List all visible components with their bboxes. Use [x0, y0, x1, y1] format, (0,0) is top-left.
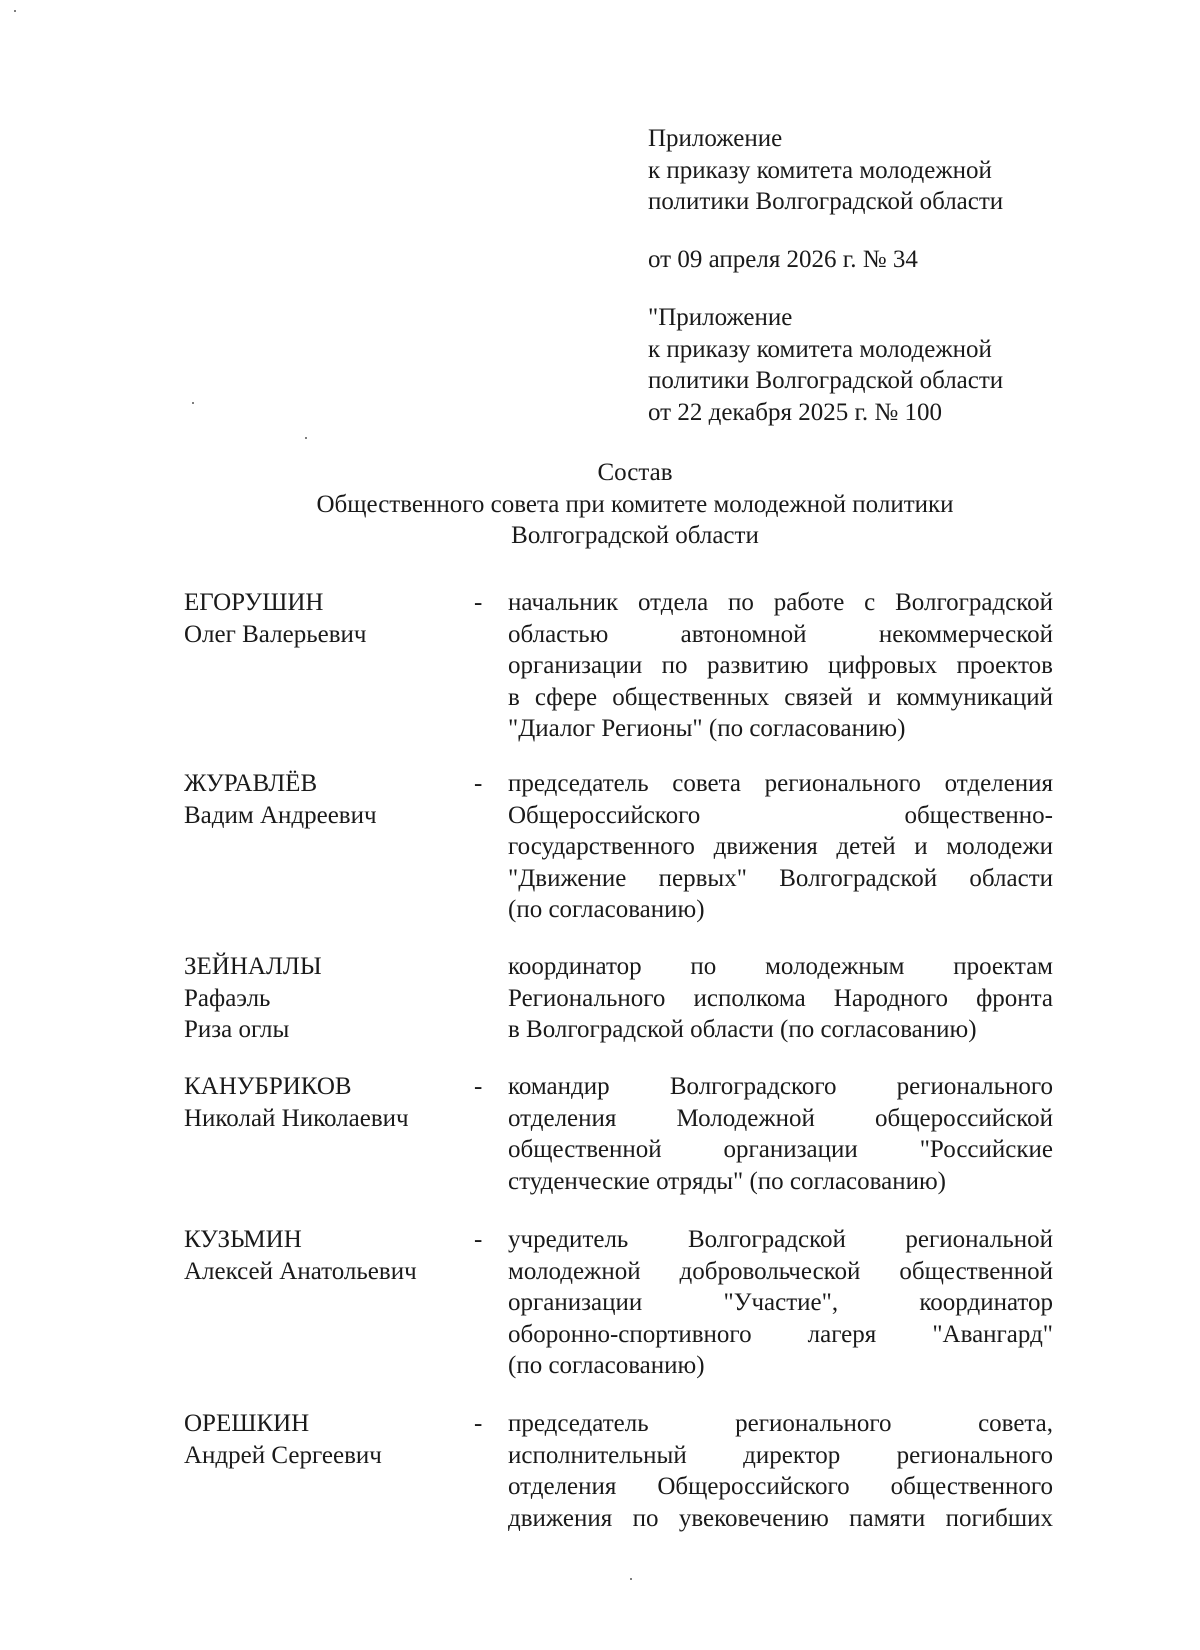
- description-line: исполнительный директор регионального: [508, 1441, 1053, 1469]
- member-given-name: Алексей Анатольевич: [184, 1257, 417, 1285]
- member-dash: -: [474, 770, 483, 797]
- member-patronymic: Риза оглы: [184, 1016, 290, 1043]
- description-line: молодежной добровольческой общественной: [508, 1257, 1053, 1285]
- title-line-1: Состав: [597, 459, 673, 486]
- member-description: [508, 1408, 1053, 1534]
- member-surname: ЖУРАВЛЁВ: [184, 770, 318, 797]
- description-line: учредитель Волгоградской региональной: [508, 1226, 1053, 1253]
- description-line: областью автономной некоммерческой: [508, 620, 1053, 648]
- quoted-appendix-line: к приказу комитета молодежной: [648, 335, 992, 363]
- description-line: движения по увековечению памяти погибших: [508, 1504, 1053, 1532]
- description-line: организации по развитию цифровых проектов: [508, 652, 1053, 679]
- appendix-date: от 09 апреля 2026 г. № 34: [648, 245, 918, 273]
- description-line: координатор по молодежным проектам: [508, 953, 1053, 980]
- member-description: [508, 1071, 1053, 1197]
- member-dash: -: [474, 1226, 483, 1253]
- member-surname: ОРЕШКИН: [184, 1410, 310, 1437]
- description-line: в Волгоградской области (по согласованию): [508, 1016, 977, 1043]
- description-line: отделения Молодежной общероссийской: [508, 1104, 1053, 1132]
- description-line: отделения Общероссийского общественного: [508, 1473, 1053, 1500]
- member-name: [184, 587, 366, 650]
- description-line: председатель совета регионального отделения: [508, 770, 1053, 797]
- description-line: командир Волгоградского регионального: [508, 1073, 1053, 1100]
- member-name: [184, 768, 377, 831]
- member-name: [184, 1071, 409, 1134]
- title-line-2: Общественного совета при комитете молодежной политики: [316, 490, 954, 518]
- appendix-header: [648, 123, 1003, 275]
- scan-speck: [192, 402, 194, 404]
- description-line: (по согласованию): [508, 1352, 705, 1379]
- member-name: [184, 1408, 382, 1471]
- description-line: студенческие отряды" (по согласованию): [508, 1167, 946, 1195]
- quoted-appendix-line: от 22 декабря 2025 г. № 100: [648, 398, 943, 426]
- scan-speck: [14, 10, 16, 12]
- document-title: [0, 457, 1200, 552]
- member-description: [508, 951, 1053, 1046]
- member-name: [184, 951, 322, 1046]
- description-line: "Движение первых" Волгоградской области: [508, 864, 1053, 892]
- description-line: государственного движения детей и молодежи: [508, 833, 1053, 860]
- title-line-3: Волгоградской области: [511, 522, 759, 549]
- appendix-header-line: Приложение: [648, 125, 783, 152]
- quoted-appendix-line: "Приложение: [648, 304, 793, 331]
- appendix-header-line: к приказу комитета молодежной: [648, 156, 992, 184]
- member-given-name: Рафаэль: [184, 984, 271, 1012]
- quoted-appendix: [648, 302, 1003, 428]
- quoted-appendix-line: политики Волгоградской области: [648, 367, 1004, 394]
- member-description: [508, 1224, 1053, 1382]
- member-dash: -: [474, 1073, 483, 1100]
- member-surname: ЕГОРУШИН: [184, 589, 324, 616]
- member-surname: КАНУБРИКОВ: [184, 1073, 352, 1100]
- member-description: [508, 768, 1053, 926]
- member-given-name: Николай Николаевич: [184, 1104, 409, 1132]
- member-given-name: Андрей Сергеевич: [184, 1441, 382, 1469]
- description-line: оборонно-спортивного лагеря "Авангард": [508, 1320, 1053, 1348]
- description-line: организации "Участие", координатор: [508, 1289, 1053, 1316]
- member-given-name: Вадим Андреевич: [184, 801, 377, 829]
- description-line: Общероссийского общественно-: [508, 801, 1053, 829]
- member-surname: ЗЕЙНАЛЛЫ: [184, 953, 322, 980]
- member-given-name: Олег Валерьевич: [184, 620, 367, 648]
- member-dash: -: [474, 1410, 483, 1437]
- description-line: (по согласованию): [508, 896, 705, 923]
- description-line: Регионального исполкома Народного фронта: [508, 984, 1053, 1012]
- scan-speck: [630, 1578, 632, 1580]
- member-surname: КУЗЬМИН: [184, 1226, 302, 1253]
- appendix-header-line: политики Волгоградской области: [648, 188, 1004, 215]
- description-line: председатель регионального совета,: [508, 1410, 1053, 1437]
- member-name: [184, 1224, 417, 1287]
- description-line: общественной организации "Российские: [508, 1136, 1053, 1163]
- member-dash: -: [474, 589, 483, 616]
- description-line: "Диалог Регионы" (по согласованию): [508, 715, 906, 742]
- member-description: [508, 587, 1053, 745]
- description-line: начальник отдела по работе с Волгоградской: [508, 589, 1053, 616]
- description-line: в сфере общественных связей и коммуникаций: [508, 683, 1053, 711]
- scan-speck: [305, 437, 307, 439]
